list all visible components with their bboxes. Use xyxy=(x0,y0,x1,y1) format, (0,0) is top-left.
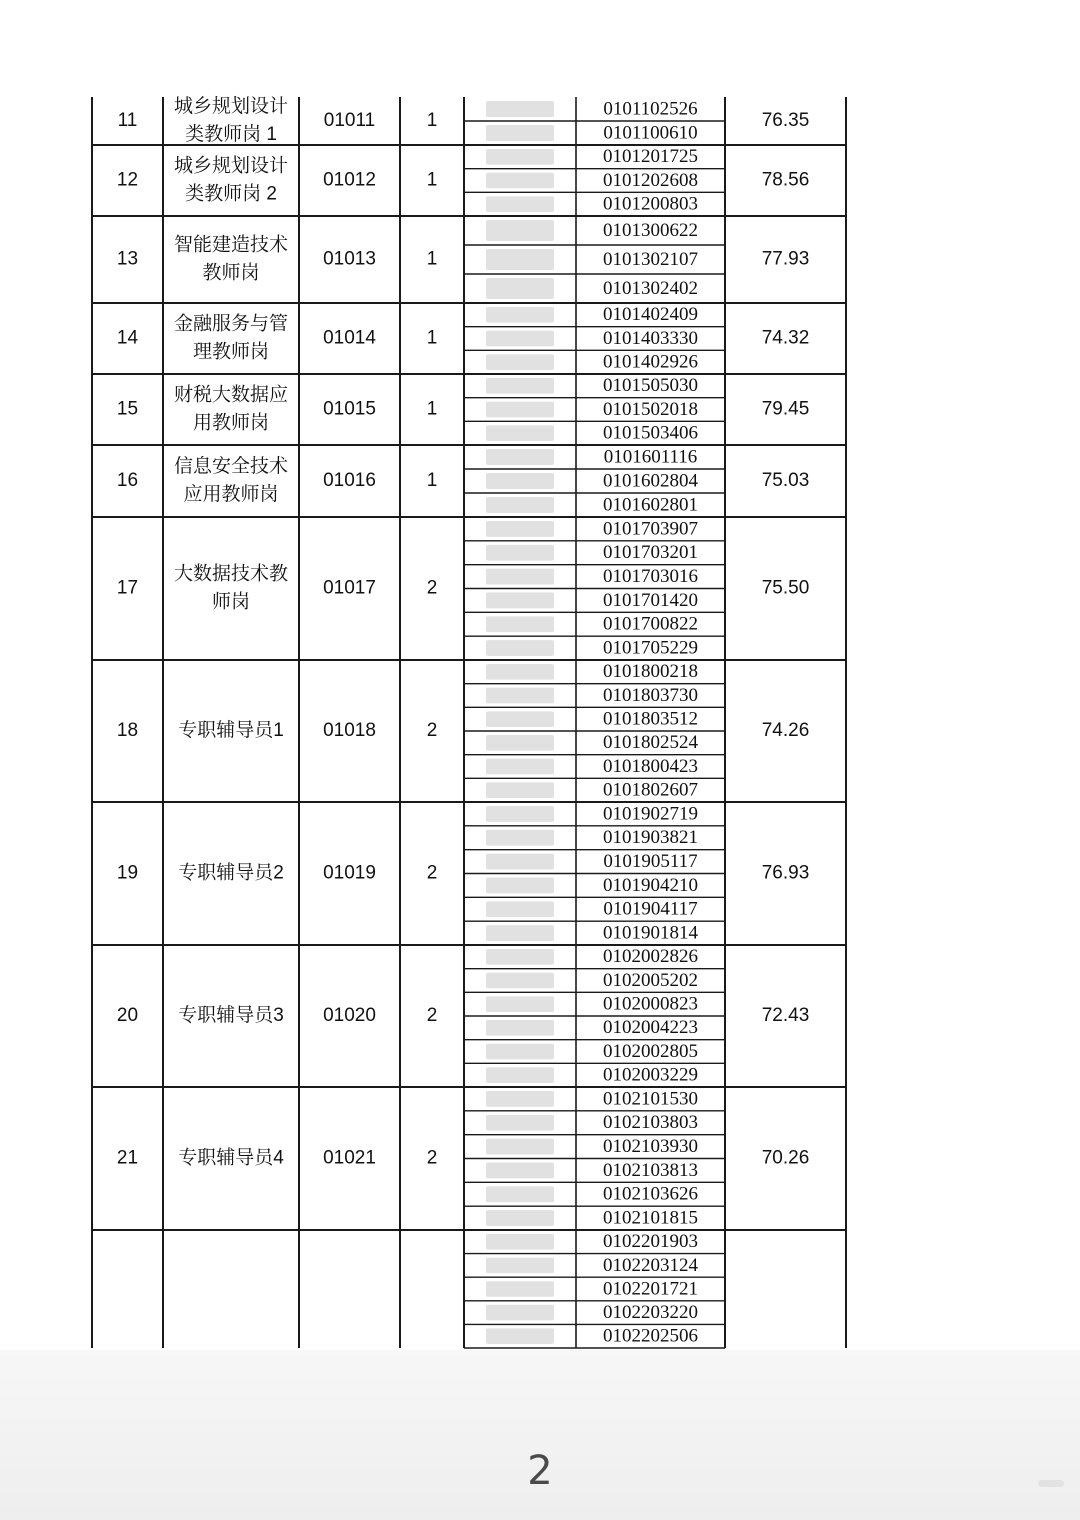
redacted-name xyxy=(486,1163,554,1179)
candidate-id: 0102103813 xyxy=(603,1159,698,1181)
position-title: 信息安全技术 xyxy=(173,456,289,478)
row-number: 13 xyxy=(116,248,139,270)
hiring-quota: 1 xyxy=(426,470,438,492)
redacted-name xyxy=(486,1328,554,1344)
position-code: 01013 xyxy=(323,248,376,270)
candidate-id: 0101904117 xyxy=(603,898,698,920)
position-code: 01017 xyxy=(323,577,376,599)
row-number: 18 xyxy=(116,720,139,742)
candidate-id: 0101402926 xyxy=(603,351,698,373)
redacted-name xyxy=(486,688,554,704)
cutoff-score: 72.43 xyxy=(761,1005,810,1027)
redacted-name xyxy=(486,735,554,751)
redacted-name xyxy=(486,1115,554,1131)
position-title: 师岗 xyxy=(211,591,251,613)
redacted-name xyxy=(486,1210,554,1226)
redacted-name xyxy=(486,249,554,270)
hiring-quota: 1 xyxy=(426,248,438,270)
page-number: 2 xyxy=(527,1448,553,1494)
cutoff-score: 76.35 xyxy=(761,110,810,132)
redacted-name xyxy=(486,711,554,727)
redacted-name xyxy=(486,378,554,394)
redacted-name xyxy=(486,331,554,347)
redacted-name xyxy=(486,149,554,165)
candidate-id: 0101201725 xyxy=(603,146,698,168)
position-title: 类教师岗 1 xyxy=(185,124,277,146)
cutoff-score: 79.45 xyxy=(761,398,810,420)
redacted-name xyxy=(486,473,554,489)
candidate-id: 0102002805 xyxy=(603,1040,698,1062)
candidate-id: 0101602804 xyxy=(603,470,698,492)
candidate-id: 0101901814 xyxy=(603,922,698,944)
row-number: 19 xyxy=(116,862,139,884)
redacted-name xyxy=(486,402,554,418)
hiring-quota: 1 xyxy=(426,327,438,349)
candidate-id: 0101102526 xyxy=(603,98,698,120)
row-number: 15 xyxy=(116,398,139,420)
position-title: 类教师岗 2 xyxy=(185,183,277,205)
hiring-quota: 2 xyxy=(426,1005,438,1027)
candidate-id: 0101701420 xyxy=(603,589,698,611)
position-title: 金融服务与管 xyxy=(173,313,289,335)
candidate-id: 0102103626 xyxy=(603,1183,698,1205)
candidate-id: 0101705229 xyxy=(603,637,698,659)
candidate-id: 0101703201 xyxy=(603,542,698,564)
redacted-name xyxy=(486,307,554,323)
row-number: 20 xyxy=(116,1005,139,1027)
cutoff-score: 74.26 xyxy=(761,720,810,742)
redacted-name xyxy=(486,1091,554,1107)
position-title: 城乡规划设计 xyxy=(173,155,289,177)
position-code: 01020 xyxy=(323,1005,376,1027)
row-number: 12 xyxy=(116,169,139,191)
redacted-name xyxy=(486,354,554,370)
hiring-quota: 1 xyxy=(426,398,438,420)
position-title: 财税大数据应 xyxy=(173,384,289,406)
candidate-id: 0102103803 xyxy=(603,1112,698,1134)
redacted-name xyxy=(486,1067,554,1083)
position-title: 理教师岗 xyxy=(192,341,270,363)
position-code: 01019 xyxy=(323,862,376,884)
cutoff-score: 74.32 xyxy=(761,327,810,349)
candidate-id: 0101905117 xyxy=(603,850,698,872)
candidate-id: 0101802607 xyxy=(603,779,698,801)
hiring-quota: 2 xyxy=(426,862,438,884)
redacted-name xyxy=(486,1281,554,1297)
redacted-name xyxy=(486,901,554,917)
redacted-name xyxy=(486,1234,554,1250)
candidate-id: 0101800218 xyxy=(603,661,698,683)
candidate-id: 0102000823 xyxy=(603,993,698,1015)
candidate-id: 0101802524 xyxy=(603,732,698,754)
candidate-id: 0101502018 xyxy=(603,398,698,420)
position-title: 大数据技术教 xyxy=(173,563,289,585)
cutoff-score: 75.50 xyxy=(761,577,810,599)
redacted-name xyxy=(486,220,554,241)
candidate-id: 0101100610 xyxy=(603,122,698,144)
redacted-name xyxy=(486,854,554,870)
candidate-id: 0102002826 xyxy=(603,946,698,968)
candidate-id: 0101703016 xyxy=(603,565,698,587)
redacted-name xyxy=(486,640,554,656)
redacted-name xyxy=(486,925,554,941)
position-code: 01012 xyxy=(323,169,376,191)
redacted-name xyxy=(486,497,554,513)
candidate-id: 0101904210 xyxy=(603,874,698,896)
redacted-name xyxy=(486,616,554,632)
redacted-name xyxy=(486,996,554,1012)
candidate-id: 0101902719 xyxy=(603,803,698,825)
candidate-id: 0101803730 xyxy=(603,684,698,706)
position-title: 专职辅导员1 xyxy=(178,720,284,742)
position-code: 01014 xyxy=(323,327,376,349)
candidate-id: 0101505030 xyxy=(603,375,698,397)
position-code: 01011 xyxy=(323,110,376,132)
candidate-id: 0102101530 xyxy=(603,1088,698,1110)
redacted-name xyxy=(486,1044,554,1060)
redacted-name xyxy=(486,101,554,117)
redacted-name xyxy=(486,782,554,798)
candidate-id: 0101703907 xyxy=(603,518,698,540)
candidate-id: 0102004223 xyxy=(603,1017,698,1039)
position-code: 01018 xyxy=(323,720,376,742)
cutoff-score: 78.56 xyxy=(761,169,810,191)
position-code: 01016 xyxy=(323,470,376,492)
candidate-id: 0101302107 xyxy=(603,248,698,270)
position-title: 专职辅导员4 xyxy=(178,1147,284,1169)
candidate-id: 0101403330 xyxy=(603,327,698,349)
redacted-name xyxy=(486,830,554,846)
redacted-name xyxy=(486,973,554,989)
hiring-quota: 1 xyxy=(426,110,438,132)
redacted-name xyxy=(486,1305,554,1321)
candidate-id: 0101903821 xyxy=(603,827,698,849)
redacted-name xyxy=(486,949,554,965)
position-title: 城乡规划设计 xyxy=(173,96,289,118)
cutoff-score: 75.03 xyxy=(761,470,810,492)
scroll-indicator[interactable] xyxy=(1038,1480,1064,1487)
cutoff-score: 77.93 xyxy=(761,248,810,270)
cutoff-score: 76.93 xyxy=(761,862,810,884)
page-footer xyxy=(0,1350,1080,1520)
candidate-id: 0101302402 xyxy=(603,277,698,299)
position-title: 智能建造技术 xyxy=(173,234,289,256)
candidate-id: 0101200803 xyxy=(603,193,698,215)
candidate-id: 0102202506 xyxy=(603,1325,698,1347)
row-number: 14 xyxy=(116,327,139,349)
candidate-id: 0101601116 xyxy=(603,446,698,468)
position-title: 专职辅导员3 xyxy=(178,1005,284,1027)
position-code: 01015 xyxy=(323,398,376,420)
candidate-id: 0101503406 xyxy=(603,422,698,444)
redacted-name xyxy=(486,569,554,585)
candidate-id: 0102003229 xyxy=(603,1064,698,1086)
redacted-name xyxy=(486,806,554,822)
candidate-id: 0102005202 xyxy=(603,969,698,991)
redacted-name xyxy=(486,425,554,441)
redacted-name xyxy=(486,196,554,212)
redacted-name xyxy=(486,173,554,189)
position-code: 01021 xyxy=(323,1147,376,1169)
hiring-quota: 2 xyxy=(426,577,438,599)
candidate-id: 0101202608 xyxy=(603,169,698,191)
candidate-id: 0102203124 xyxy=(603,1254,698,1276)
redacted-name xyxy=(486,664,554,680)
redacted-name xyxy=(486,545,554,561)
row-number: 17 xyxy=(116,577,139,599)
redacted-name xyxy=(486,278,554,299)
row-number: 21 xyxy=(116,1147,139,1169)
position-title: 教师岗 xyxy=(202,262,260,284)
candidate-id: 0101700822 xyxy=(603,613,698,635)
redacted-name xyxy=(486,1258,554,1274)
position-title: 应用教师岗 xyxy=(183,484,279,506)
row-number: 16 xyxy=(116,470,139,492)
redacted-name xyxy=(486,1186,554,1202)
redacted-name xyxy=(486,449,554,465)
hiring-quota: 1 xyxy=(426,169,438,191)
position-title: 用教师岗 xyxy=(192,412,270,434)
hiring-quota: 2 xyxy=(426,1147,438,1169)
cutoff-score: 70.26 xyxy=(761,1147,810,1169)
candidate-id: 0101300622 xyxy=(603,219,698,241)
redacted-name xyxy=(486,759,554,775)
hiring-quota: 2 xyxy=(426,720,438,742)
candidate-id: 0102203220 xyxy=(603,1301,698,1323)
redacted-name xyxy=(486,521,554,537)
candidate-id: 0102201903 xyxy=(603,1231,698,1253)
candidate-id: 0102101815 xyxy=(603,1207,698,1229)
redacted-name xyxy=(486,1139,554,1155)
redacted-name xyxy=(486,878,554,894)
position-title: 专职辅导员2 xyxy=(178,862,284,884)
candidate-id: 0101803512 xyxy=(603,708,698,730)
redacted-name xyxy=(486,125,554,141)
candidate-id: 0102103930 xyxy=(603,1135,698,1157)
candidate-id: 0101402409 xyxy=(603,304,698,326)
candidate-id: 0102201721 xyxy=(603,1278,698,1300)
candidate-id: 0101800423 xyxy=(603,755,698,777)
candidate-id: 0101602801 xyxy=(603,494,698,516)
row-number: 11 xyxy=(117,110,138,132)
redacted-name xyxy=(486,593,554,609)
redacted-name xyxy=(486,1020,554,1036)
